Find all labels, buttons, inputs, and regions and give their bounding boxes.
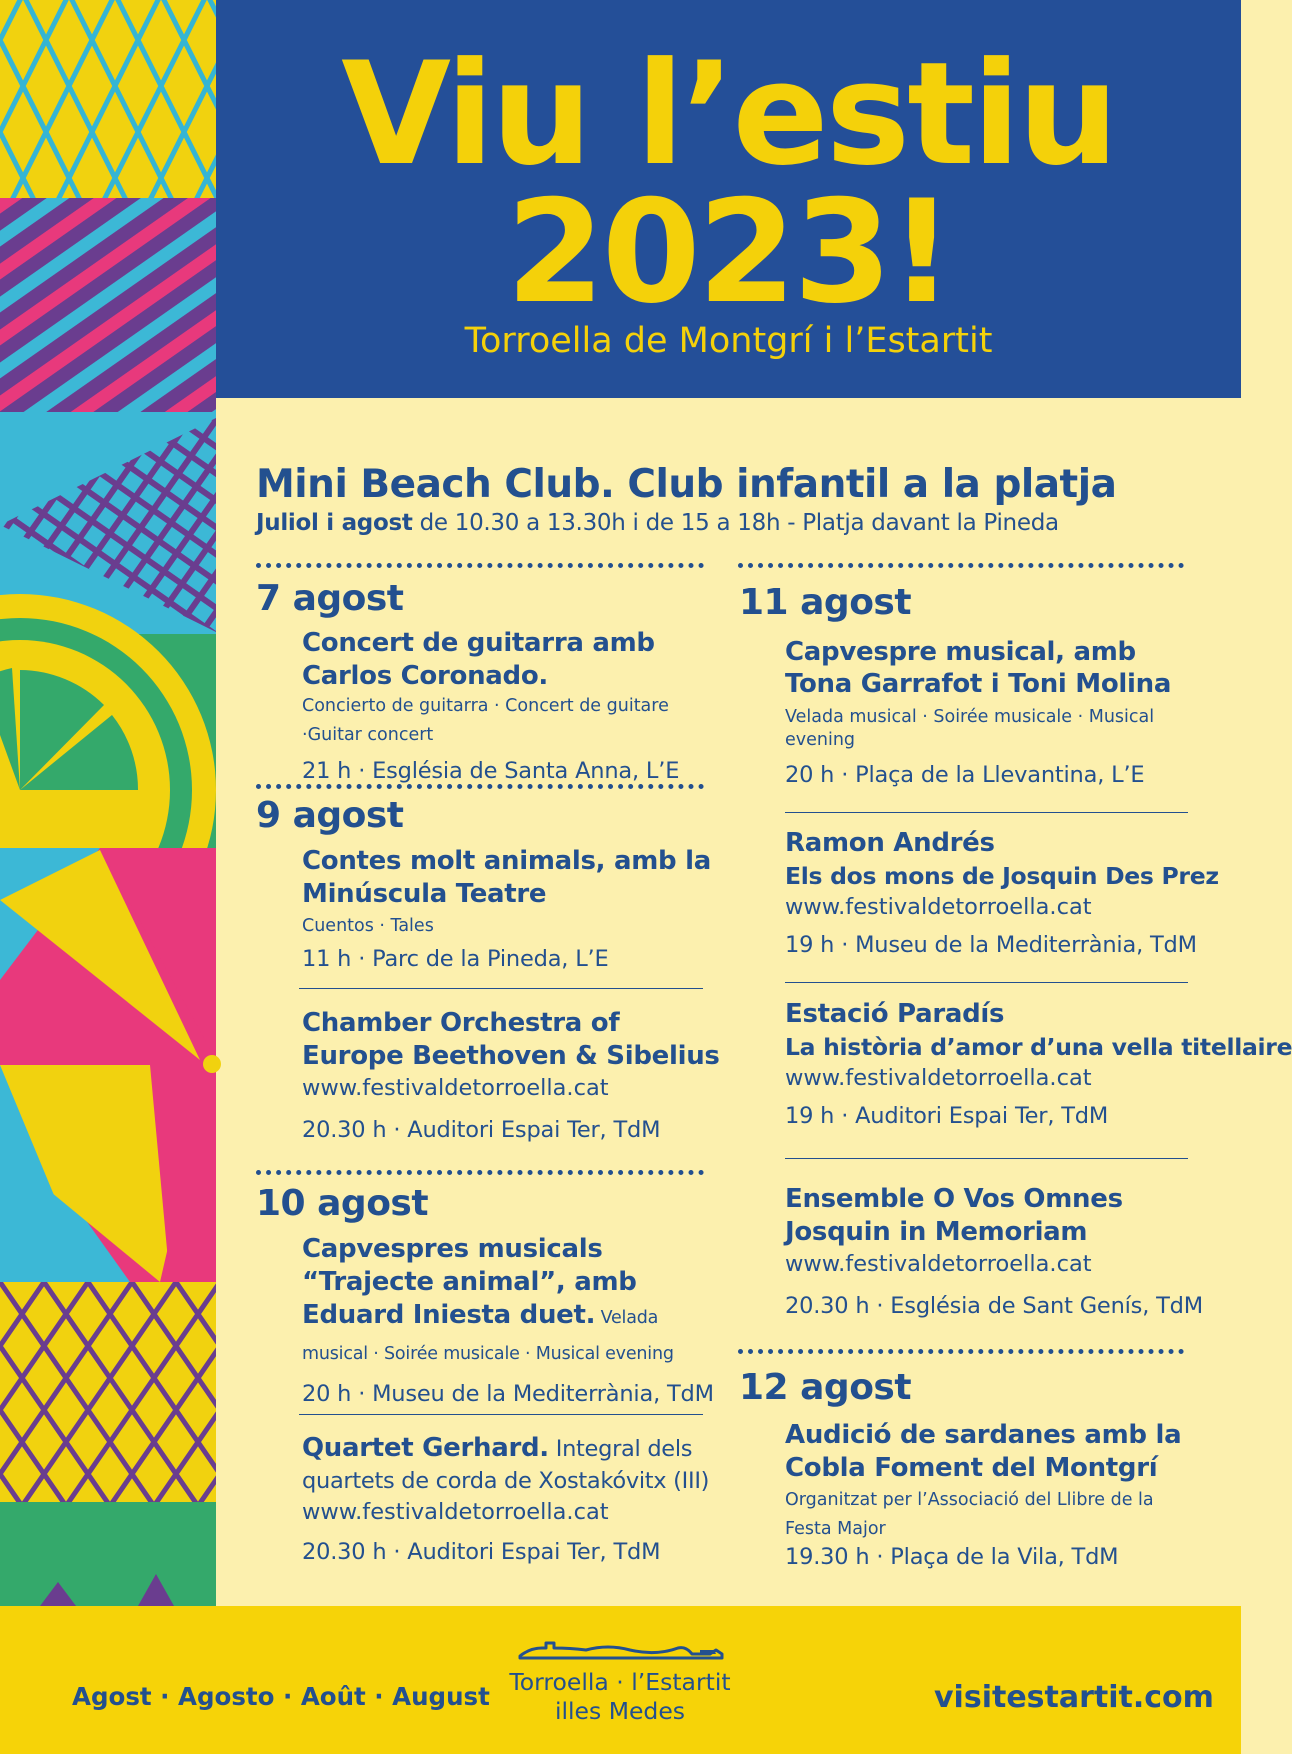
event-website[interactable]: www.festivaldetorroella.cat — [785, 1065, 1092, 1091]
event-title: Concert de guitarra amb Carlos Coronado. — [302, 628, 655, 691]
event-description: Velada musical · Soirée musicale · Musical evening — [302, 1308, 674, 1364]
decorative-pattern-strip — [0, 0, 216, 1606]
mini-beach-title: Mini Beach Club. Club infantil a la platja — [256, 462, 1117, 507]
page-title-line2: 2023! — [506, 170, 951, 335]
event-contes — [302, 845, 722, 972]
event-quartet-gerhard — [302, 1433, 722, 1565]
date-heading-7: 7 agost — [256, 578, 404, 619]
event-time-place: 19.30 h · Plaça de la Vila, TdM — [785, 1544, 1119, 1570]
event-time-place: 19 h · Auditori Espai Ter, TdM — [785, 1103, 1109, 1129]
event-title: Audició de sardanes amb la Cobla Foment del Montgrí — [785, 1420, 1182, 1483]
event-time-place: 20 h · Museu de la Mediterrània, TdM — [302, 1381, 714, 1407]
event-description: Integral dels quartets de corda de Xostakóvitx (III) — [302, 1436, 710, 1494]
event-description: Cuentos · Tales — [302, 916, 434, 936]
event-time-place: 20.30 h · Auditori Espai Ter, TdM — [302, 1539, 661, 1565]
event-time-place: 19 h · Museu de la Mediterrània, TdM — [785, 932, 1197, 958]
event-title: Estació Paradís — [785, 999, 1005, 1029]
footer-bar — [0, 1606, 1241, 1754]
header-banner — [216, 0, 1241, 398]
event-chamber-orchestra — [302, 1007, 722, 1143]
mini-beach-details — [256, 510, 1059, 536]
event-divider — [785, 1158, 1188, 1159]
footer-languages: Agost · Agosto · Août · August — [72, 1682, 490, 1711]
event-divider — [785, 812, 1188, 813]
event-time-place: 20.30 h · Església de Sant Genís, TdM — [785, 1293, 1203, 1319]
event-capvespre-tona — [785, 636, 1195, 788]
event-description: Organitzat per l’Associació del Llibre de la Festa Major — [785, 1490, 1154, 1539]
dotted-divider — [256, 1170, 704, 1175]
dotted-divider — [256, 784, 704, 789]
event-website[interactable]: www.festivaldetorroella.cat — [302, 1499, 609, 1525]
event-title: Ensemble O Vos Omnes Josquin in Memoriam — [785, 1184, 1123, 1247]
mini-beach-hours: de 10.30 a 13.30h i de 15 a 18h - Platja davant la Pineda — [412, 510, 1059, 536]
page-subtitle: Torroella de Montgrí i l’Estartit — [464, 321, 993, 361]
event-guitar-concert — [302, 627, 722, 784]
event-time-place: 20 h · Plaça de la Llevantina, L’E — [785, 762, 1145, 788]
event-title: Capvespre musical, amb Tona Garrafot i Toni Molina — [785, 637, 1172, 699]
event-ensemble-o-vos-omnes — [785, 1183, 1205, 1319]
event-title: Quartet Gerhard. — [302, 1433, 549, 1463]
event-title: Contes molt animals, amb la Minúscula Teatre — [302, 846, 711, 909]
page-title-line1: Viu l’estiu — [341, 32, 1116, 197]
date-heading-10: 10 agost — [256, 1183, 429, 1224]
event-time-place: 20.30 h · Auditori Espai Ter, TdM — [302, 1117, 661, 1143]
date-heading-12: 12 agost — [739, 1367, 912, 1408]
coastline-logo-icon — [510, 1636, 730, 1662]
mini-beach-period: Juliol i agost — [256, 510, 413, 536]
event-divider — [299, 988, 703, 989]
event-subtitle: La història d’amor d’una vella titellaire — [785, 1033, 1292, 1061]
torroella-estartit-logo — [500, 1636, 740, 1726]
event-website[interactable]: www.festivaldetorroella.cat — [302, 1075, 609, 1101]
event-time-place: 11 h · Parc de la Pineda, L’E — [302, 946, 609, 972]
date-heading-9: 9 agost — [256, 795, 404, 836]
event-divider — [299, 1414, 703, 1415]
event-time-place: 21 h · Església de Santa Anna, L’E — [302, 758, 680, 784]
event-website[interactable]: www.festivaldetorroella.cat — [785, 1251, 1092, 1277]
event-title: Capvespres musicals “Trajecte animal”, amb Eduard Iniesta duet. — [302, 1234, 637, 1330]
event-description: Concierto de guitarra · Concert de guitare ·Guitar concert — [302, 696, 669, 745]
footer-website-link[interactable]: visitestartit.com — [934, 1680, 1214, 1715]
event-title: Chamber Orchestra of Europe Beethoven & Sibelius — [302, 1008, 720, 1071]
logo-text-line2: illes Medes — [554, 1697, 686, 1725]
logo-text-line1: Torroella · l’Estartit — [509, 1668, 731, 1696]
date-heading-11: 11 agost — [739, 582, 912, 623]
event-sardanes — [785, 1419, 1195, 1570]
event-subtitle: Els dos mons de Josquin Des Prez — [785, 862, 1219, 890]
dotted-divider — [738, 563, 1184, 568]
event-capvespres-trajecte — [302, 1233, 722, 1407]
event-ramon-andres — [785, 827, 1219, 958]
event-title: Ramon Andrés — [785, 828, 995, 858]
dotted-divider — [256, 563, 704, 568]
event-divider — [785, 982, 1188, 983]
event-description: Velada musical · Soirée musicale · Musical evening — [785, 707, 1155, 750]
event-website[interactable]: www.festivaldetorroella.cat — [785, 894, 1092, 920]
dotted-divider — [738, 1349, 1184, 1354]
event-estacio-paradis — [785, 998, 1292, 1129]
